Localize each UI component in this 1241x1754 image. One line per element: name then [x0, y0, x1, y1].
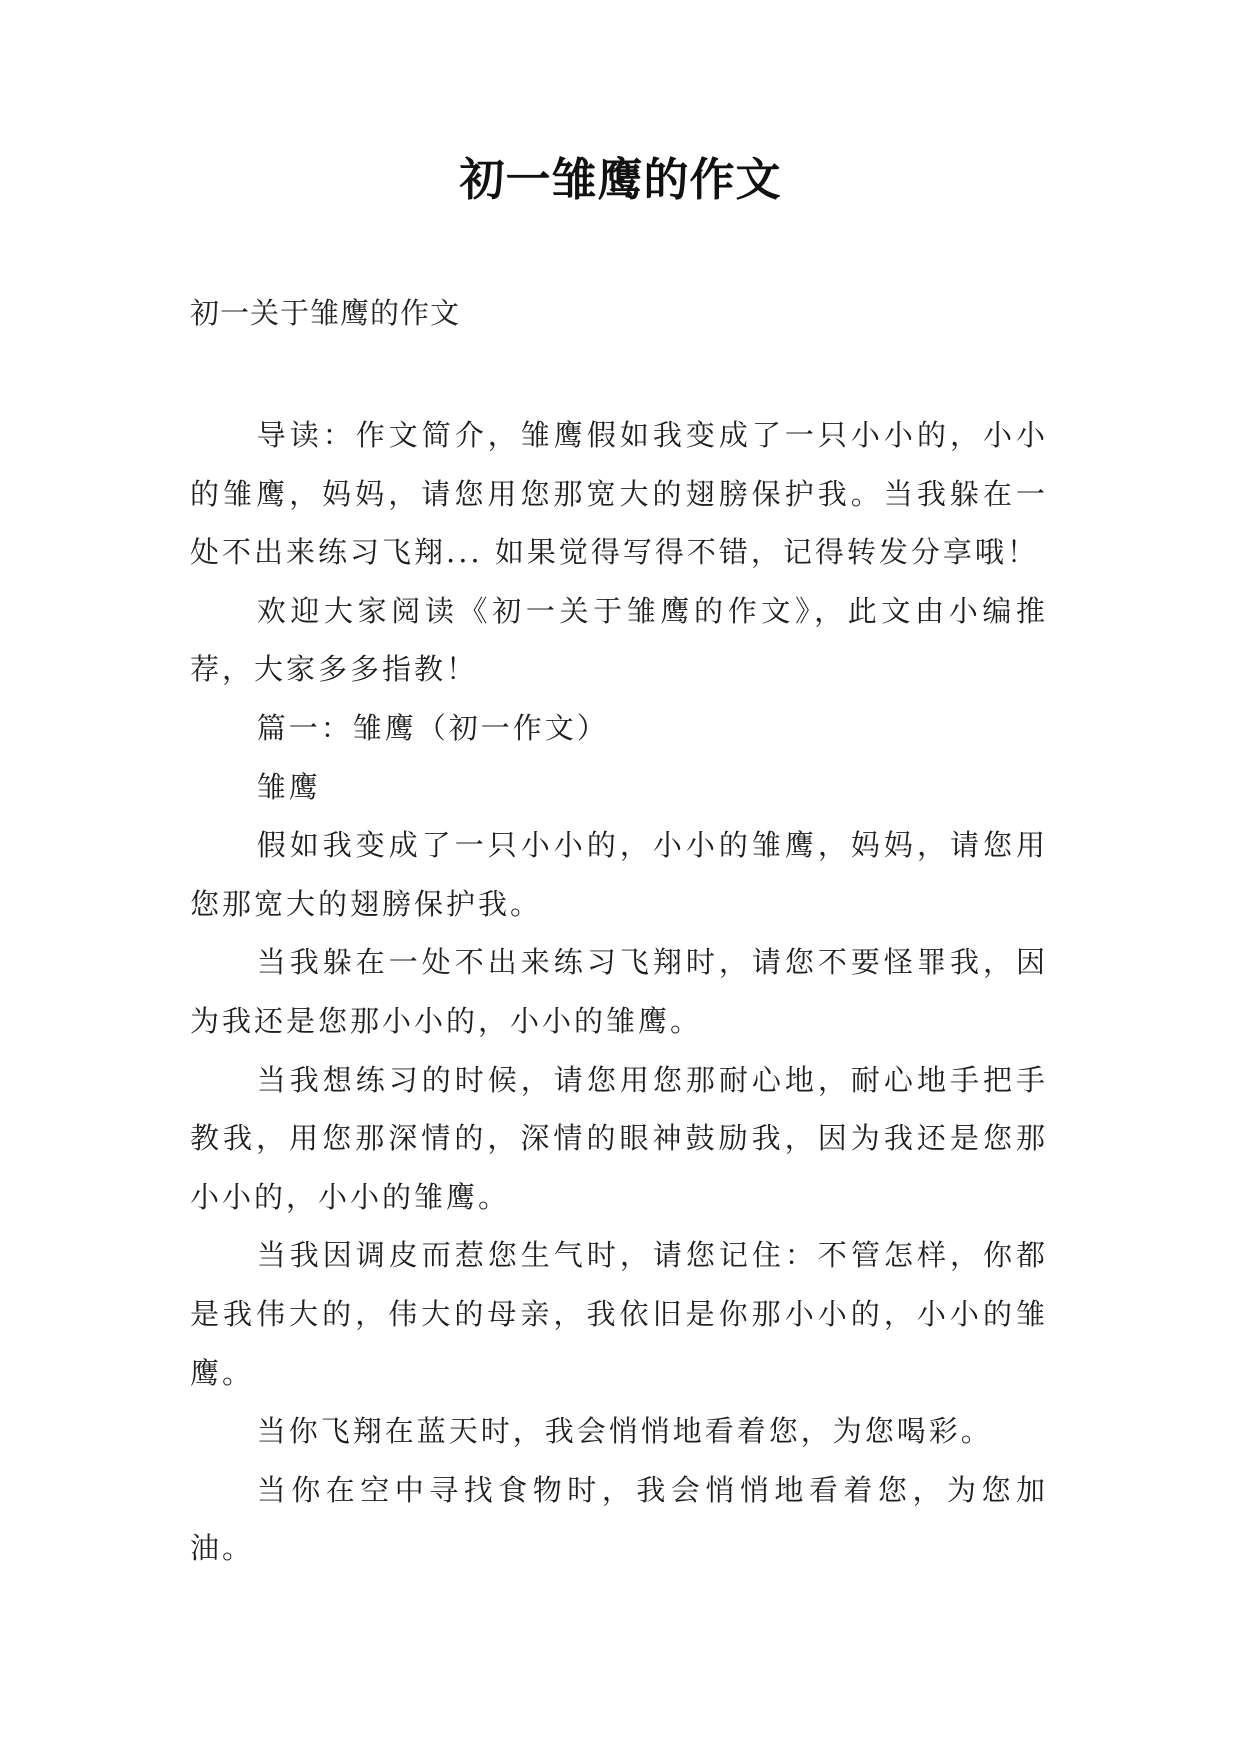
paragraph: 当我躲在一处不出来练习飞翔时，请您不要怪罪我，因为我还是您那小小的，小小的雏鹰。: [190, 945, 1048, 1038]
paragraph: 当我因调皮而惹您生气时，请您记住：不管怎样，你都是我伟大的，伟大的母亲，我依旧是你那小小的，小小的雏鹰。: [190, 1238, 1048, 1390]
paragraph-intro: 导读：作文简介，雏鹰假如我变成了一只小小的，小小的雏鹰，妈妈，请您用您那宽大的翅膀保护我。当我躲在一处不出来练习飞翔... 如果觉得写得不错，记得转发分享哦！: [190, 418, 1048, 570]
paragraph-essay-title: 雏鹰: [256, 769, 321, 804]
paragraph: 当你在空中寻找食物时，我会悄悄地看着您，为您加油。: [190, 1472, 1048, 1566]
document-subtitle: 初一关于雏鹰的作文: [190, 296, 461, 330]
paragraph: 当我想练习的时候，请您用您那耐心地，耐心地手把手教我，用您那深情的，深情的眼神鼓励我，因为我还是您那小小的，小小的雏鹰。: [190, 1062, 1048, 1214]
paragraph-section-heading: 篇一：雏鹰（初一作文）: [256, 710, 609, 745]
paragraph-welcome: 欢迎大家阅读《初一关于雏鹰的作文》，此文由小编推荐，大家多多指教！: [190, 593, 1048, 687]
paragraph: 假如我变成了一只小小的，小小的雏鹰，妈妈，请您用您那宽大的翅膀保护我。: [190, 828, 1048, 921]
document-title: 初一雏鹰的作文: [459, 153, 782, 206]
document-body: [190, 406, 1048, 1578]
paragraph: 当你飞翔在蓝天时，我会悄悄地看着您，为您喝彩。: [256, 1414, 993, 1449]
